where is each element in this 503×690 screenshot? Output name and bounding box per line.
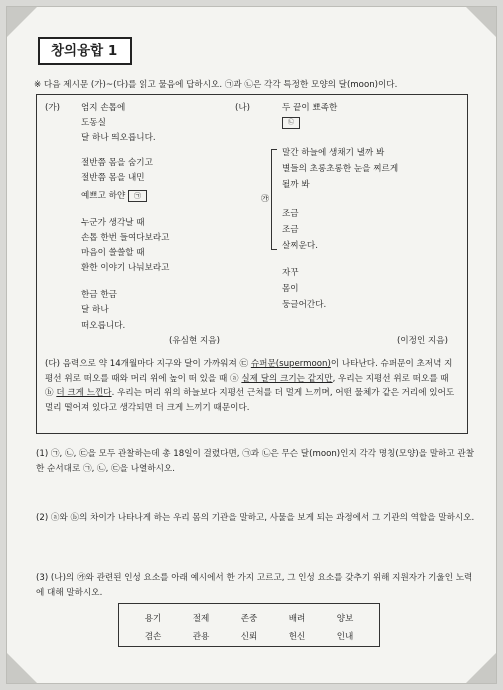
virtue-item: 인내: [336, 632, 354, 642]
virtue-item: 존중: [240, 614, 258, 624]
poem-line: 환한 이야기 나눠보라고: [81, 263, 170, 273]
corner-decoration: [7, 7, 37, 37]
poem-line: 될까 봐: [282, 180, 310, 190]
poem-line-text: 예쁘고 하얀: [81, 191, 126, 201]
passage-text: , 우리는 지평선 위로 떠오를 때 ⓑ: [45, 373, 449, 398]
passage-da-marker: (다): [45, 359, 61, 369]
corner-decoration: [466, 653, 496, 683]
poem-line: 별들의 초롱초롱한 눈을 찌르게: [282, 164, 399, 174]
moon-a-symbol: ㉠: [128, 190, 147, 202]
poem-line: 손톱 한번 들여다보라고: [81, 233, 170, 243]
passage-da: [45, 357, 459, 415]
virtue-item: 관용: [192, 632, 210, 642]
poem-line: 한금 한금: [81, 290, 117, 300]
virtue-item: 절제: [192, 614, 210, 624]
poem-line: 엄지 손톱에: [81, 103, 126, 113]
underlined-text: 슈퍼문(supermoon): [250, 359, 331, 369]
poem-line: 누군가 생각날 때: [81, 218, 145, 228]
poem-line: 달 하나 띄오릅니다.: [81, 133, 156, 143]
poem-author: (이정인 지음): [397, 336, 448, 346]
virtue-item: 신뢰: [240, 632, 258, 642]
poem-line: 몸이: [282, 284, 299, 294]
poem-line: 떠오릅니다.: [81, 321, 126, 331]
moon-b-symbol: ㉡: [282, 117, 300, 129]
virtue-item: 양보: [336, 614, 354, 624]
passage-box: [36, 94, 468, 434]
poem-line: 둥글어간다.: [282, 300, 327, 310]
poem-line: 조금: [282, 225, 299, 235]
question-3: [36, 571, 476, 601]
poem-line: 살찌운다.: [282, 241, 318, 251]
underlined-text: 실제 달의 크기는 같지만: [241, 373, 333, 384]
question-1: [36, 447, 476, 477]
poem-author: (유심현 지음): [169, 336, 220, 346]
bracket-line: [271, 149, 277, 150]
poem-line: 자꾸: [282, 268, 299, 278]
poem-line: [282, 117, 300, 129]
bracket-line: [271, 149, 272, 249]
question-number: (3): [36, 573, 49, 583]
poem-line: [81, 189, 147, 202]
poem-line: 절반쯤 몸을 숨기고: [81, 158, 153, 168]
virtue-examples-box: [118, 603, 380, 647]
virtue-item: 용기: [144, 614, 162, 624]
question-text: ⓐ와 ⓑ의 차이가 나타나게 하는 우리 몸의 기관을 말하고, 사물을 보게 되는 과정에서 그 기관의 역할을 말하시오.: [50, 513, 475, 523]
poem-line: 조금: [282, 209, 299, 219]
poem-line: 마음이 쓸쓸할 때: [81, 248, 145, 258]
corner-decoration: [7, 653, 37, 683]
underlined-text: 더 크게 느낀다: [56, 388, 112, 398]
question-number: (2): [36, 513, 49, 523]
virtue-item: 헌신: [288, 632, 306, 642]
question-2: [36, 511, 476, 526]
passage-ga-marker: (가): [45, 103, 61, 113]
poem-line: 말간 하늘에 생채기 낼까 봐: [282, 148, 385, 158]
question-number: (1): [36, 449, 49, 459]
passage-text: 음력으로 약 14개월마다 지구와 달이 가까워져 ㉢: [62, 359, 251, 369]
question-text: (나)의 ㉮와 관련된 인성 요소를 아래 예시에서 한 가지 고르고, 그 인성 요소를 갖추기 위해 지원자가 기울인 노력에 대해 말하시오.: [36, 573, 473, 598]
poem-line: 달 하나: [81, 305, 109, 315]
poem-line: 도동실: [81, 118, 106, 128]
corner-decoration: [466, 7, 496, 37]
bracket-label: ㉮: [261, 194, 269, 203]
passage-text: 이 나타난다. 슈퍼문이 초저녁 지평선 위로 떠오를 때와 머리 위에 높이 떠 있을 때 ⓐ: [45, 359, 453, 384]
question-text: ㉠, ㉡, ㉢을 모두 관찰하는데 총 18일이 걸렸다면, ㉠과 ㉡은 무슨 달(moon)인지 각각 명칭(모양)을 말하고 관찰한 순서대로 ㉠, ㉡, ㉢을 나열하시오.: [36, 449, 474, 474]
instructions: ※ 다음 제시문 (가)~(다)를 읽고 물음에 답하시오. ㉠과 ㉡은 각각 특정한 모양의 달(moon)이다.: [34, 80, 398, 90]
poem-line: 두 끝이 뾰족한: [282, 103, 338, 113]
virtue-item: 겸손: [144, 632, 162, 642]
passage-na-marker: (나): [235, 103, 251, 113]
bracket-line: [271, 249, 277, 250]
passage-text: . 우리는 머리 위의 하늘보다 지평선 근처를 더 멀게 느끼며, 어떤 물체가 같은 거리에 있어도 멀리 떨어져 있다고 생각되면 더 크게 느끼기 때문이다.: [45, 388, 455, 413]
poem-line: 절반쯤 몸을 내민: [81, 173, 145, 183]
page-title: 창의융합 1: [38, 37, 132, 65]
virtue-item: 배려: [288, 614, 306, 624]
